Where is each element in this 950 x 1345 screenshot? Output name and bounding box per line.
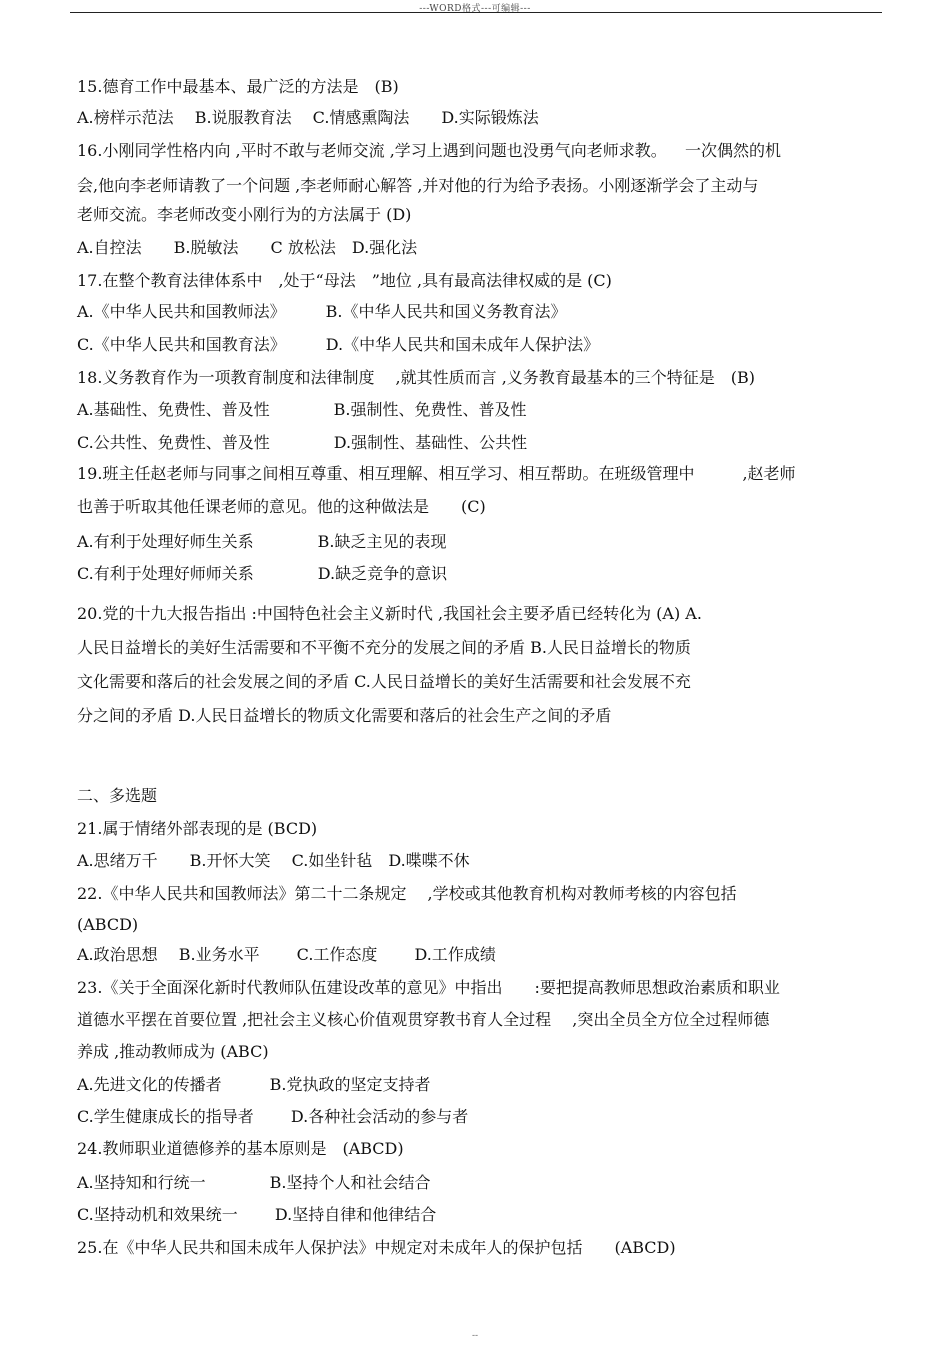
page-footer-text: -- xyxy=(471,1331,479,1341)
question-20-line-1: 20.党的十九大报告指出 :中国特色社会主义新时代 ,我国社会主要矛盾已经转化为 (A) A. xyxy=(77,604,702,623)
question-18-options-cd: C.公共性、免费性、普及性 D.强制性、基础性、公共性 xyxy=(77,433,528,452)
question-16-options: A.自控法 B.脱敏法 C 放松法 D.强化法 xyxy=(77,238,418,257)
question-15-options: A.榜样示范法 B.说服教育法 C.情感熏陶法 D.实际锻炼法 xyxy=(77,108,539,127)
question-25: 25.在《中华人民共和国未成年人保护法》中规定对未成年人的保护包括 (ABCD) xyxy=(77,1238,676,1257)
question-19-line-2: 也善于听取其他任课老师的意见。他的这种做法是 (C) xyxy=(77,497,486,516)
question-23-line-1: 23.《关于全面深化新时代教师队伍建设改革的意见》中指出 :要把提高教师思想政治素质和职业 xyxy=(77,978,780,997)
question-20-line-3: 文化需要和落后的社会发展之间的矛盾 C.人民日益增长的美好生活需要和社会发展不充 xyxy=(77,672,691,691)
question-23-options-cd: C.学生健康成长的指导者 D.各种社会活动的参与者 xyxy=(77,1107,469,1126)
question-23-options-ab: A.先进文化的传播者 B.党执政的坚定支持者 xyxy=(77,1075,431,1094)
question-16-line-2: 会,他向李老师请教了一个问题 ,李老师耐心解答 ,并对他的行为给予表扬。小刚逐渐学会了主动与 xyxy=(77,176,759,195)
question-15: 15.德育工作中最基本、最广泛的方法是 (B) xyxy=(77,77,399,96)
question-20-line-4: 分之间的矛盾 D.人民日益增长的物质文化需要和落后的社会生产之间的矛盾 xyxy=(77,706,612,725)
question-24-options-cd: C.坚持动机和效果统一 D.坚持自律和他律结合 xyxy=(77,1205,437,1224)
page-header-rule xyxy=(70,12,882,13)
question-21-options: A.思绪万千 B.开怀大笑 C.如坐针毡 D.喋喋不休 xyxy=(77,851,470,870)
page-header-text: ---WORD格式---可编辑--- xyxy=(419,4,531,14)
question-19-line-1: 19.班主任赵老师与同事之间相互尊重、相互理解、相互学习、相互帮助。在班级管理中 ,赵老师 xyxy=(77,464,796,483)
question-24-options-ab: A.坚持知和行统一 B.坚持个人和社会结合 xyxy=(77,1173,431,1192)
question-22-line-2: (ABCD) xyxy=(77,915,139,934)
question-17-options-cd: C.《中华人民共和国教育法》 D.《中华人民共和国未成年人保护法》 xyxy=(77,335,600,354)
question-18-options-ab: A.基础性、免费性、普及性 B.强制性、免费性、普及性 xyxy=(77,400,527,419)
question-22-options: A.政治思想 B.业务水平 C.工作态度 D.工作成绩 xyxy=(77,945,496,964)
question-21: 21.属于情绪外部表现的是 (BCD) xyxy=(77,819,318,838)
question-16-line-3: 老师交流。李老师改变小刚行为的方法属于 (D) xyxy=(77,205,412,224)
question-16-line-1: 16.小刚同学性格内向 ,平时不敢与老师交流 ,学习上遇到问题也没勇气向老师求教。 一次偶然的机 xyxy=(77,141,781,160)
question-17: 17.在整个教育法律体系中 ,处于“母法 ”地位 ,具有最高法律权威的是 (C) xyxy=(77,271,612,290)
question-20-line-2: 人民日益增长的美好生活需要和不平衡不充分的发展之间的矛盾 B.人民日益增长的物质 xyxy=(77,638,691,657)
question-22-line-1: 22.《中华人民共和国教师法》第二十二条规定 ,学校或其他教育机构对教师考核的内容包括 xyxy=(77,884,737,903)
section-heading-multiple-choice: 二、多选题 xyxy=(77,786,158,805)
question-24: 24.教师职业道德修养的基本原则是 (ABCD) xyxy=(77,1139,404,1158)
question-18: 18.义务教育作为一项教育制度和法律制度 ,就其性质而言 ,义务教育最基本的三个特征是 (B) xyxy=(77,368,756,387)
question-17-options-ab: A.《中华人民共和国教师法》 B.《中华人民共和国义务教育法》 xyxy=(77,302,567,321)
question-19-options-ab: A.有利于处理好师生关系 B.缺乏主见的表现 xyxy=(77,532,447,551)
question-23-line-2: 道德水平摆在首要位置 ,把社会主义核心价值观贯穿教书育人全过程 ,突出全员全方位全过程师德 xyxy=(77,1010,770,1029)
question-23-line-3: 养成 ,推动教师成为 (ABC) xyxy=(77,1042,269,1061)
question-19-options-cd: C.有利于处理好师师关系 D.缺乏竞争的意识 xyxy=(77,564,448,583)
